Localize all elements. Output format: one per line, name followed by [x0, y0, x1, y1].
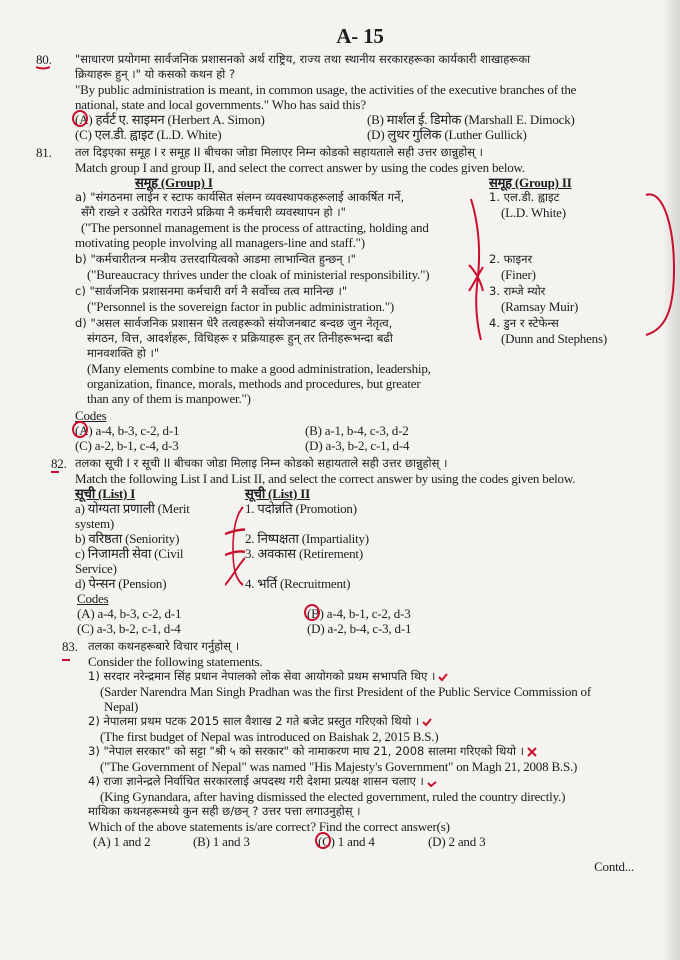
q80-hindi-line-1: "साधारण प्रयोगमा सार्वजनिक प्रशासनको अर्थ राष्ट्रिय, राज्य तथा स्थानीय सरकारहरूका कार्यकारी शाखाहरूका: [75, 52, 531, 66]
q80-option-b[interactable]: (B) मार्शल ई. डिमोक (Marshall E. Dimock): [367, 112, 575, 127]
q82-answer-circle: [304, 604, 320, 621]
q81-item-d: [75, 316, 467, 406]
q81-code-d[interactable]: (D) a-3, b-2, c-1, d-4: [305, 438, 410, 453]
q81-group2-item-4-en: (Dunn and Stephens): [501, 331, 607, 346]
q82-code-d[interactable]: (D) a-2, b-4, c-3, d-1: [307, 621, 412, 636]
q81-item-d-english-2: organization, finance, morals, methods and procedures, but greater: [87, 376, 421, 391]
question-81-number: 81.: [36, 145, 52, 160]
check-mark-4: [427, 777, 437, 787]
q82-hindi-instruction: तलका सूची I र सूची II बीचका जोडा मिलाइ निम्न कोडको सहायताले सही उत्तर छान्नुहोस् ।: [75, 456, 448, 470]
q80-underline-mark: [36, 66, 50, 70]
q83-statement-3: [88, 744, 664, 774]
q81-match-line-1-4: [646, 189, 676, 339]
question-82-number-wrap: [51, 456, 75, 636]
q81-item-a-english-2: motivating people involving all managers-line and staff."): [75, 235, 365, 250]
q81-item-a-english-1: ("The personnel management is the process of attracting, holding and: [81, 220, 429, 235]
q82-list2-item-4: 4. भर्ति (Recruitment): [245, 576, 351, 591]
q81-hindi-instruction: तल दिइएका समूह I र समूह II बीचका जोडा मिलाएर निम्न कोडको सहायताले सही उत्तर छान्नुहोस् ।: [75, 145, 484, 159]
list-spacer: [225, 486, 245, 501]
q81-item-d-hindi-1: d) "असल सार्वजनिक प्रशासन धेरै तत्वहरूको संयोजनबाट बन्दछ जुन नेतृत्व,: [75, 316, 393, 330]
q82-underline-mark: [51, 470, 59, 474]
q81-item-b-hindi: b) "कर्मचारीतन्त्र मन्त्रीय उत्तरदायित्वको आडमा लाभान्वित हुन्छन् ।": [75, 252, 356, 266]
q82-list1-item-a: a) योग्यता प्रणाली (Merit system): [75, 501, 190, 531]
q83-statement-1-english-2: Nepal): [104, 699, 139, 714]
question-81: [36, 145, 664, 453]
page-edge-shadow: [662, 0, 680, 960]
question-82: [36, 456, 664, 636]
q83-statement-2-hindi-wrap: [88, 714, 664, 729]
q81-group2-item-1-wrap: [489, 190, 664, 250]
q81-item-a-hindi-2: सँगै राख्ने र उत्प्रेरित गराउने प्रक्रिया नै कर्मचारी व्यवस्थापन हो ।": [81, 205, 346, 219]
q81-match-table: [75, 175, 664, 408]
q82-list1-item-d: d) पेन्सन (Pension): [75, 576, 167, 591]
q83-statement-3-hindi: 3) "नेपाल सरकार" को सट्टा "श्री ५ को सरकार" को नामाकरण माघ 21, 2008 सालमा गरिएको थियो ।: [88, 744, 525, 758]
q80-hindi-line-2: क्रियाहरू हुन् ।" यो कसको कथन हो ?: [75, 67, 236, 81]
q83-options: [88, 834, 664, 849]
q81-group2-item-4: 4. डुन र स्टेफेन्स: [489, 316, 559, 330]
question-83-number: [62, 639, 78, 654]
check-mark-2: [422, 717, 432, 727]
q83-question-english: Which of the above statements is/are correct? Find the correct answer(s): [88, 819, 450, 834]
q82-list1-item-b: b) वरिष्ठता (Seniority): [75, 531, 180, 546]
q80-option-a[interactable]: (A) हर्वर्ट ए. साइमन (Herbert A. Simon): [75, 112, 265, 127]
q80-options: [75, 112, 664, 142]
q82-list2-item-3: 3. अवकास (Retirement): [245, 546, 363, 561]
question-83-number-text: 83.: [62, 639, 78, 654]
q81-item-a: [75, 190, 467, 250]
q83-english-instruction: Consider the following statements.: [88, 654, 263, 669]
q83-answer-circle: [315, 832, 331, 849]
q80-option-d[interactable]: (D) लुथर गुलिक (Luther Gullick): [367, 127, 527, 142]
page-title: A- 15: [336, 24, 384, 48]
q81-group2-item-3: 3. राम्जे म्योर: [489, 284, 546, 298]
q82-code-b[interactable]: (B) a-4, b-1, c-2, d-3: [307, 606, 411, 621]
q81-item-d-english-3: than any of them is manpower."): [87, 391, 251, 406]
q82-match-lines: [225, 501, 245, 591]
q83-option-d[interactable]: (D) 2 and 3: [428, 834, 486, 849]
q83-option-c[interactable]: (C) 1 and 4: [318, 834, 375, 849]
question-81-body: [75, 145, 664, 453]
question-80-body: [75, 52, 664, 142]
q83-statement-1: [88, 669, 664, 714]
question-83-body: [88, 639, 664, 849]
question-83-number-wrap: [62, 639, 88, 849]
q83-statement-4-english: (King Gynandara, after having dismissed the elected government, ruled the country directly.): [100, 789, 566, 804]
q82-codes-label: Codes: [77, 591, 109, 606]
q80-english-line-1: "By public administration is meant, in common usage, the activities of the executive branches of the: [75, 82, 577, 97]
cross-mark-3: [527, 747, 537, 757]
q81-match-lines-a-b-c: [467, 195, 485, 345]
q81-group2-item-3-wrap: [489, 284, 664, 314]
list-1-header: सूची (List) I: [75, 486, 136, 501]
q82-list2-item-2: 2. निष्पक्षता (Impartiality): [245, 531, 369, 546]
q81-group2-item-2: 2. फाइनर: [489, 252, 533, 266]
q81-item-d-hindi-2: संगठन, वित्त, आदर्शहरू, विधिहरू र प्रक्रियाहरू हुन् तर तिनीहरूभन्दा बढी: [87, 331, 393, 345]
question-80-number: [36, 52, 52, 67]
q80-answer-circle: [72, 110, 88, 127]
q82-codes: [75, 606, 664, 636]
q81-code-c[interactable]: (C) a-2, b-1, c-4, d-3: [75, 438, 179, 453]
question-82-number: [51, 456, 67, 471]
q83-option-c-wrap[interactable]: [318, 834, 428, 849]
question-80-number-wrap: [36, 52, 75, 142]
q82-list2-item-1: 1. पदोन्नति (Promotion): [245, 501, 357, 516]
q82-code-c[interactable]: (C) a-3, b-2, c-1, d-4: [77, 621, 181, 636]
q81-group2-item-4-wrap: [489, 316, 664, 406]
q83-statement-1-hindi: 1) सरदार नरेन्द्रमान सिंह प्रधान नेपालको लोक सेवा आयोगको प्रथम सभापति थिए ।: [88, 669, 436, 683]
q83-statement-4-hindi-wrap: [88, 774, 664, 789]
q81-code-a-wrap[interactable]: [75, 423, 305, 438]
q81-group2-item-3-en: (Ramsay Muir): [501, 299, 579, 314]
q83-statement-1-hindi-wrap: [88, 669, 664, 684]
q81-answer-circle: [72, 421, 88, 438]
continued-footer: Contd...: [594, 859, 634, 874]
q83-question-hindi: माथिका कथनहरूमध्ये कुन सही छ/छन् ? उत्तर पत्ता लगाउनुहोस् ।: [88, 804, 361, 818]
q81-item-c-english: ("Personnel is the sovereign factor in public administration."): [87, 299, 395, 314]
q81-item-b: [75, 252, 467, 282]
q83-statement-2: [88, 714, 664, 744]
q83-statement-2-english: (The first budget of Nepal was introduced on Baishak 2, 2015 B.S.): [100, 729, 439, 744]
q80-option-c[interactable]: (C) एल.डी. ह्वाइट (L.D. White): [75, 127, 222, 142]
q81-group2-item-2-en: (Finer): [501, 267, 536, 282]
q81-group2-item-1-en: (L.D. White): [501, 205, 566, 220]
q82-code-a[interactable]: (A) a-4, b-3, c-2, d-1: [77, 606, 182, 621]
q81-item-d-english-1: (Many elements combine to make a good administration, leadership,: [87, 361, 431, 376]
q83-option-a[interactable]: (A) 1 and 2: [93, 834, 151, 849]
group-2-header: समूह (Group) II: [489, 175, 572, 190]
q82-list1-item-c: c) निजामती सेवा (Civil Service): [75, 546, 184, 576]
question-82-number-text: 82.: [51, 456, 67, 471]
q83-statement-3-hindi-wrap: [88, 744, 664, 759]
q80-english-line-2: national, state and local governments." Who has said this?: [75, 97, 366, 112]
question-82-body: [75, 456, 664, 636]
q83-statement-3-english: ("The Government of Nepal" was named "His Majesty's Government" on Magh 21, 2008 B.S.): [100, 759, 578, 774]
q81-group2-item-2-wrap: [489, 252, 664, 282]
q81-english-instruction: Match group I and group II, and select the correct answer by using the codes given below.: [75, 160, 525, 175]
question-80-number-text: 80.: [36, 52, 52, 67]
q80-option-a-wrap[interactable]: [75, 112, 367, 127]
q83-statement-4: [88, 774, 664, 804]
q83-statement-2-hindi: 2) नेपालमा प्रथम पटक 2015 साल वैशाख 2 गते बजेट प्रस्तुत गरिएको थियो ।: [88, 714, 420, 728]
q83-option-b[interactable]: (B) 1 and 3: [193, 834, 250, 849]
q82-code-b-wrap[interactable]: [307, 606, 664, 621]
question-80: [36, 52, 664, 142]
group-1-header: समूह (Group) I: [135, 175, 213, 190]
q81-codes-label: Codes: [75, 408, 107, 423]
q82-english-instruction: Match the following List I and List II, and select the correct answer by using the codes given below.: [75, 471, 576, 486]
q83-statement-1-english-1: (Sarder Narendra Man Singh Pradhan was the first President of the Public Service Commission of: [100, 684, 591, 699]
q81-item-b-english: ("Bureaucracy thrives under the cloak of ministerial responsibility."): [87, 267, 430, 282]
question-83: [36, 639, 664, 849]
q83-underline-mark: [62, 658, 70, 662]
q83-hindi-instruction: तलका कथनहरूबारे विचार गर्नुहोस् ।: [88, 639, 240, 653]
q81-item-d-hindi-3: मानवशक्ति हो ।": [87, 346, 160, 360]
q83-statement-4-hindi: 4) राजा ज्ञानेन्द्रले निर्वाचित सरकारलाई अपदस्थ गरी देशमा प्रत्यक्ष शासन चलाए ।: [88, 774, 424, 788]
q81-item-c: [75, 284, 467, 314]
q81-item-a-hindi-1: a) "संगठनमा लाईन र स्टाफ कार्यसित संलग्न व्यवस्थापकहरूलाई आकर्षित गर्ने,: [75, 190, 405, 204]
check-mark-1: [438, 672, 448, 682]
q81-item-c-hindi: c) "सार्वजनिक प्रशासनमा कर्मचारी वर्ग नै सर्वोच्च तत्व मानिन्छ ।": [75, 284, 348, 298]
q81-codes: [75, 423, 664, 453]
q81-group2-item-1: 1. एल.डी. ह्वाइट: [489, 190, 560, 204]
q81-code-a[interactable]: (A) a-4, b-3, c-2, d-1: [75, 423, 180, 438]
list-2-header: सूची (List) II: [245, 486, 310, 501]
q81-code-b[interactable]: (B) a-1, b-4, c-3, d-2: [305, 423, 409, 438]
q82-lists: [75, 486, 664, 591]
